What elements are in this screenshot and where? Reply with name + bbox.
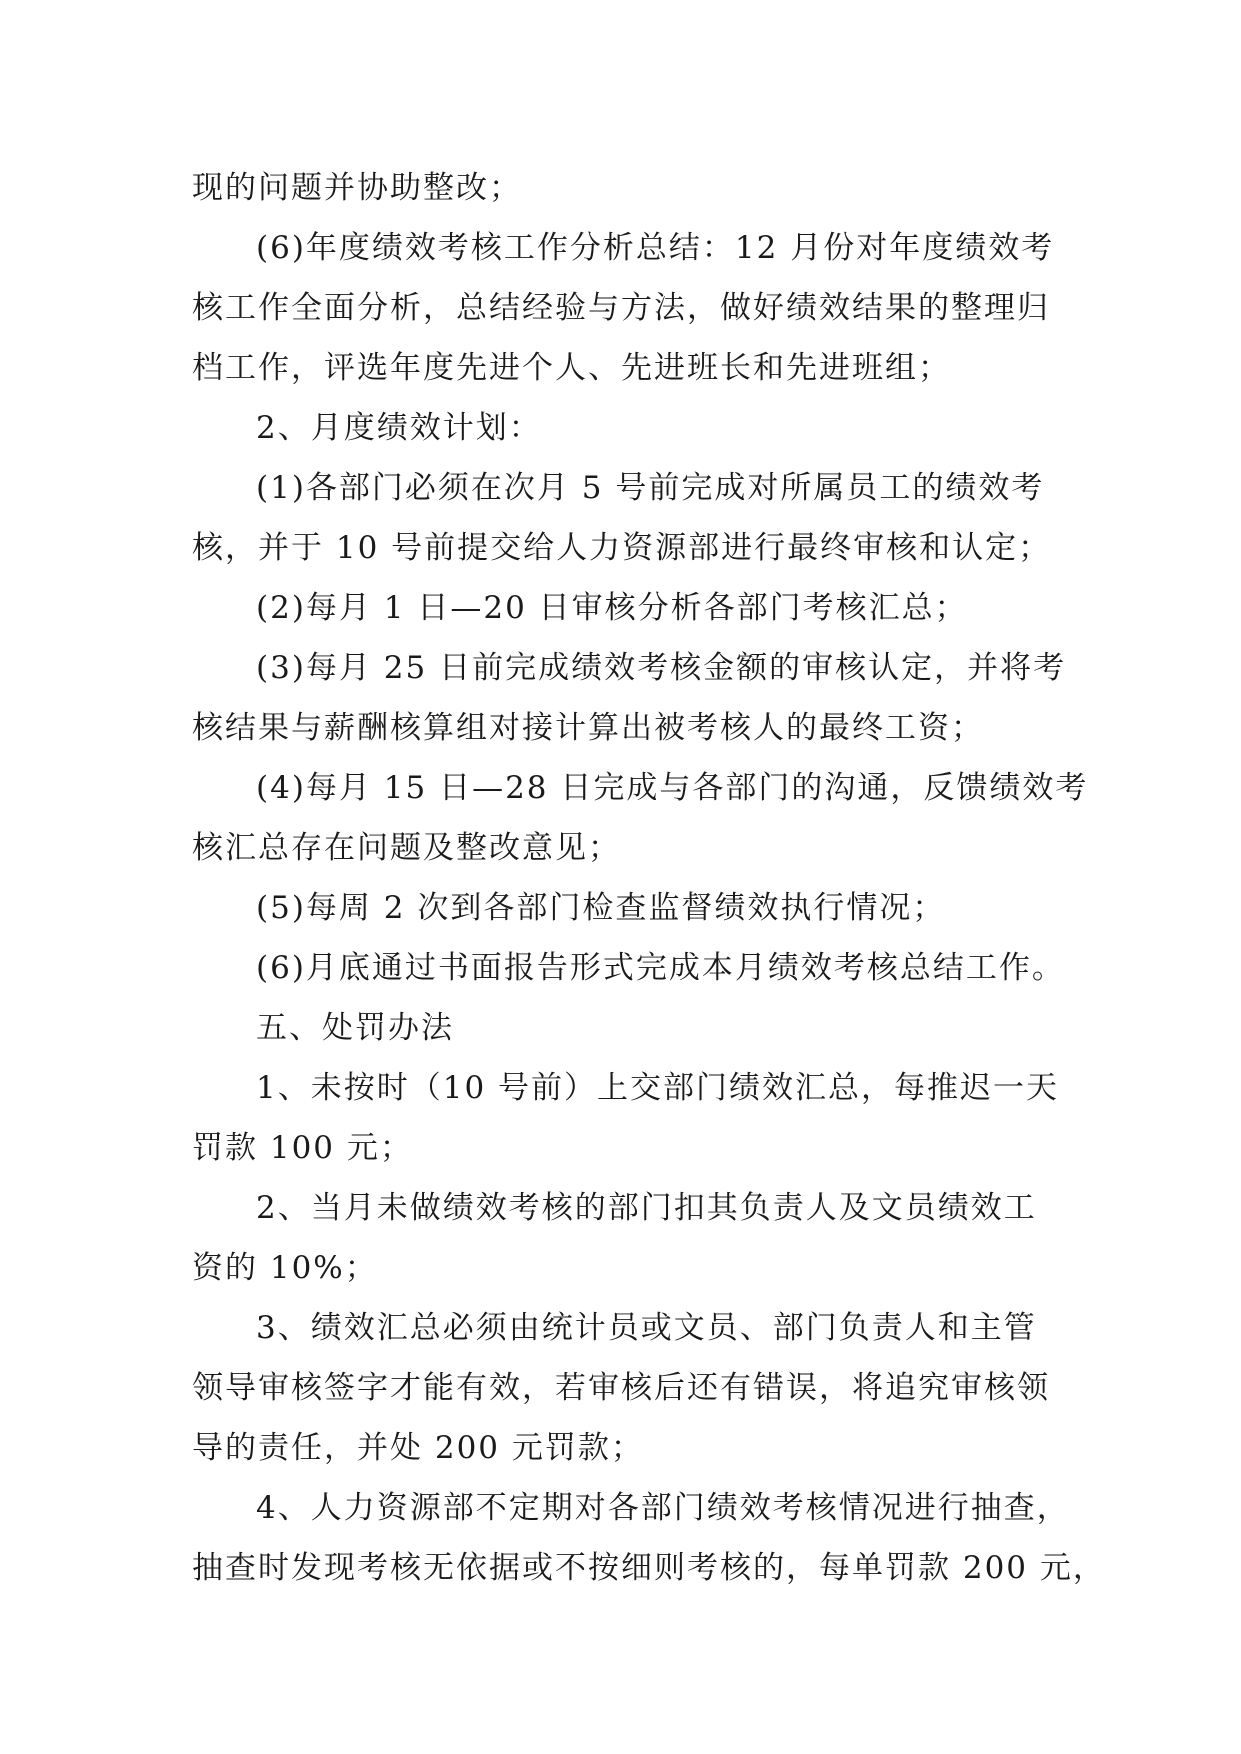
text-line: 领导审核签字才能有效，若审核后还有错误，将追究审核领 bbox=[192, 1370, 1050, 1406]
text-line: (3)每月 25 日前完成绩效考核金额的审核认定，并将考 bbox=[256, 650, 1067, 686]
text-line: 1、未按时（10 号前）上交部门绩效汇总，每推迟一天 bbox=[256, 1070, 1060, 1106]
text-line: 档工作，评选年度先进个人、先进班长和先进班组； bbox=[192, 350, 951, 386]
text-line: (6)年度绩效考核工作分析总结：12 月份对年度绩效考 bbox=[256, 230, 1055, 266]
text-line: 2、月度绩效计划： bbox=[256, 410, 542, 446]
text-line: 罚款 100 元； bbox=[192, 1130, 413, 1166]
text-line: 2、当月未做绩效考核的部门扣其负责人及文员绩效工 bbox=[256, 1190, 1037, 1226]
text-line: 核结果与薪酬核算组对接计算出被考核人的最终工资； bbox=[192, 710, 984, 746]
text-line: 核，并于 10 号前提交给人力资源部进行最终审核和认定； bbox=[192, 530, 1052, 566]
text-line: 导的责任，并处 200 元罚款； bbox=[192, 1430, 644, 1466]
section-heading: 五、处罚办法 bbox=[256, 1010, 454, 1046]
text-line: 抽查时发现考核无依据或不按细则考核的，每单罚款 200 元， bbox=[192, 1550, 1106, 1586]
text-line: 4、人力资源部不定期对各部门绩效考核情况进行抽查， bbox=[256, 1490, 1070, 1526]
text-line: 3、绩效汇总必须由统计员或文员、部门负责人和主管 bbox=[256, 1310, 1037, 1346]
text-line: 现的问题并协助整改； bbox=[192, 170, 522, 206]
text-line: 核汇总存在问题及整改意见； bbox=[192, 830, 621, 866]
text-line: 资的 10%； bbox=[192, 1250, 378, 1286]
text-line: (2)每月 1 日—20 日审核分析各部门考核汇总； bbox=[256, 590, 968, 626]
text-line: (4)每月 15 日—28 日完成与各部门的沟通，反馈绩效考 bbox=[256, 770, 1089, 806]
text-line: (1)各部门必须在次月 5 号前完成对所属员工的绩效考 bbox=[256, 470, 1045, 506]
text-line: 核工作全面分析，总结经验与方法，做好绩效结果的整理归 bbox=[192, 290, 1050, 326]
text-line: (6)月底通过书面报告形式完成本月绩效考核总结工作。 bbox=[256, 950, 1065, 986]
text-line: (5)每周 2 次到各部门检查监督绩效执行情况； bbox=[256, 890, 946, 926]
